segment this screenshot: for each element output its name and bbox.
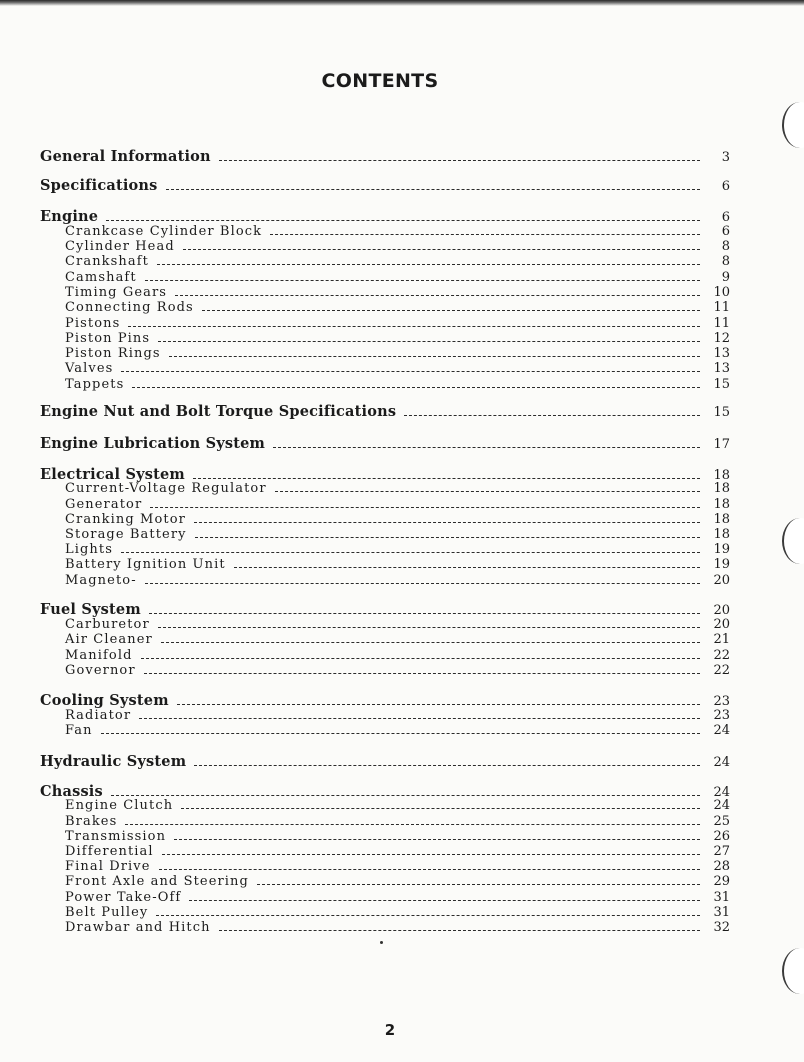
dot-leader — [194, 755, 700, 766]
dot-leader — [128, 316, 700, 327]
toc-entry-page: 23 — [713, 694, 730, 709]
toc-subsection-entry — [65, 798, 730, 813]
toc-entry-page: 10 — [713, 285, 730, 300]
toc-subsection-entry — [65, 573, 730, 588]
toc-entry-page: 9 — [721, 270, 730, 285]
toc-entry-label: Timing Gears — [65, 285, 168, 300]
toc-entry-page: 28 — [713, 859, 730, 874]
toc-subsection-entry — [65, 254, 730, 269]
toc-subsection-entry — [65, 331, 730, 346]
toc-entry-page: 18 — [713, 497, 730, 512]
toc-subsection-entry — [65, 481, 730, 496]
toc-entry-label: Chassis — [40, 783, 103, 800]
dot-leader — [174, 829, 700, 840]
toc-entry-page: 11 — [713, 316, 730, 331]
toc-subsection-entry — [65, 270, 730, 285]
dot-leader — [181, 798, 700, 809]
toc-entry-label: Connecting Rods — [65, 300, 194, 315]
dot-leader — [144, 663, 700, 674]
toc-entry-label: Differential — [65, 844, 154, 859]
toc-subsection-entry — [65, 920, 730, 935]
toc-entry-page: 6 — [721, 210, 730, 225]
toc-entry-label: Cylinder Head — [65, 239, 175, 254]
toc-subsection-entry — [65, 632, 730, 647]
toc-entry-page: 18 — [713, 481, 730, 496]
toc-entry-label: Front Axle and Steering — [65, 874, 249, 889]
toc-subsection-entry — [65, 617, 730, 632]
toc-entry-label: Cooling System — [40, 692, 169, 709]
dot-leader — [159, 859, 700, 870]
toc-entry-page: 17 — [713, 437, 730, 452]
toc-entry-label: Battery Ignition Unit — [65, 557, 226, 572]
toc-entry-label: Specifications — [40, 177, 158, 194]
dot-leader — [195, 527, 700, 538]
toc-entry-label: Hydraulic System — [40, 753, 187, 770]
toc-subsection-entry — [65, 346, 730, 361]
dot-leader — [193, 468, 700, 479]
scan-speck — [380, 941, 383, 944]
toc-entry-label: Electrical System — [40, 466, 185, 483]
dot-leader — [157, 254, 700, 265]
toc-entry-label: Governor — [65, 663, 136, 678]
toc-entry-label: Piston Pins — [65, 331, 151, 346]
toc-subsection-entry — [65, 527, 730, 542]
toc-entry-page: 22 — [713, 663, 730, 678]
toc-entry-page: 18 — [713, 527, 730, 542]
toc-entry-page: 19 — [713, 542, 730, 557]
dot-leader — [150, 497, 700, 508]
dot-leader — [106, 210, 700, 221]
dot-leader — [234, 557, 700, 568]
toc-subsection-entry — [65, 285, 730, 300]
dot-leader — [101, 723, 700, 734]
toc-entry-label: Camshaft — [65, 270, 137, 285]
dot-leader — [145, 573, 700, 584]
dot-leader — [189, 890, 700, 901]
dot-leader — [161, 632, 700, 643]
toc-entry-page: 24 — [713, 785, 730, 800]
toc-subsection-entry — [65, 557, 730, 572]
toc-entry-page: 8 — [721, 239, 730, 254]
toc-entry-label: Drawbar and Hitch — [65, 920, 211, 935]
toc-subsection-entry — [65, 859, 730, 874]
toc-subsection-entry — [65, 300, 730, 315]
toc-section-entry — [40, 601, 730, 618]
toc-subsection-entry — [65, 905, 730, 920]
toc-entry-page: 22 — [713, 648, 730, 663]
toc-entry-page: 31 — [713, 890, 730, 905]
dot-leader — [273, 437, 700, 448]
toc-subsection-entry — [65, 542, 730, 557]
toc-entry-page: 6 — [721, 224, 730, 239]
toc-entry-page: 13 — [713, 346, 730, 361]
toc-entry-label: Air Cleaner — [65, 632, 153, 647]
toc-entry-page: 12 — [713, 331, 730, 346]
dot-leader — [177, 694, 700, 705]
dot-leader — [166, 179, 700, 190]
toc-entry-page: 20 — [713, 617, 730, 632]
toc-entry-page: 21 — [713, 632, 730, 647]
toc-entry-label: Generator — [65, 497, 143, 512]
toc-entry-page: 15 — [713, 377, 730, 392]
toc-entry-page: 32 — [713, 920, 730, 935]
toc-entry-label: Pistons — [65, 316, 121, 331]
toc-entry-label: Crankshaft — [65, 254, 149, 269]
toc-subsection-entry — [65, 361, 730, 376]
toc-entry-label: Belt Pulley — [65, 905, 149, 920]
toc-entry-label: Carburetor — [65, 617, 150, 632]
toc-entry-page: 29 — [713, 874, 730, 889]
toc-entry-page: 27 — [713, 844, 730, 859]
dot-leader — [145, 270, 700, 281]
dot-leader — [202, 300, 700, 311]
toc-entry-label: Power Take-Off — [65, 890, 182, 905]
dot-leader — [141, 648, 700, 659]
dot-leader — [125, 814, 700, 825]
dot-leader — [169, 346, 700, 357]
toc-entry-page: 25 — [713, 814, 730, 829]
toc-entry-label: Engine Clutch — [65, 798, 174, 813]
toc-entry-page: 31 — [713, 905, 730, 920]
dot-leader — [158, 331, 700, 342]
toc-entry-label: Radiator — [65, 708, 132, 723]
toc-section-entry — [40, 692, 730, 709]
toc-subsection-entry — [65, 708, 730, 723]
dot-leader — [111, 785, 700, 796]
toc-entry-page: 18 — [713, 468, 730, 483]
toc-subsection-entry — [65, 663, 730, 678]
dot-leader — [257, 874, 700, 885]
toc-entry-label: Fuel System — [40, 601, 141, 618]
toc-entry-page: 24 — [713, 798, 730, 813]
dot-leader — [175, 285, 700, 296]
toc-entry-label: Current-Voltage Regulator — [65, 481, 267, 496]
dot-leader — [132, 377, 700, 388]
toc-entry-label: Crankcase Cylinder Block — [65, 224, 263, 239]
toc-subsection-entry — [65, 497, 730, 512]
toc-entry-page: 20 — [713, 603, 730, 618]
toc-subsection-entry — [65, 512, 730, 527]
dot-leader — [275, 481, 700, 492]
toc-entry-label: Manifold — [65, 648, 133, 663]
toc-entry-page: 24 — [713, 723, 730, 738]
toc-entry-label: Engine Nut and Bolt Torque Specifications — [40, 403, 397, 420]
toc-entry-label: Final Drive — [65, 859, 151, 874]
dot-leader — [219, 150, 700, 161]
toc-subsection-entry — [65, 648, 730, 663]
toc-entry-page: 24 — [713, 755, 730, 770]
dot-leader — [158, 617, 700, 628]
toc-entry-page: 6 — [721, 179, 730, 194]
dot-leader — [404, 405, 700, 416]
toc-entry-label: Piston Rings — [65, 346, 161, 361]
toc-entry-label: Cranking Motor — [65, 512, 186, 527]
toc-subsection-entry — [65, 814, 730, 829]
toc-entry-page: 3 — [721, 150, 730, 165]
toc-entry-page: 19 — [713, 557, 730, 572]
toc-section-entry — [40, 177, 730, 194]
toc-subsection-entry — [65, 239, 730, 254]
dot-leader — [149, 603, 700, 614]
toc-subsection-entry — [65, 723, 730, 738]
toc-subsection-entry — [65, 377, 730, 392]
dot-leader — [121, 542, 700, 553]
toc-section-entry — [40, 435, 730, 452]
dot-leader — [270, 224, 700, 235]
toc-subsection-entry — [65, 829, 730, 844]
dot-leader — [139, 708, 700, 719]
toc-entry-label: Brakes — [65, 814, 118, 829]
toc-subsection-entry — [65, 224, 730, 239]
toc-entry-label: Fan — [65, 723, 93, 738]
toc-entry-label: General Information — [40, 148, 211, 165]
toc-entry-page: 8 — [721, 254, 730, 269]
page-title: CONTENTS — [321, 70, 439, 92]
toc-subsection-entry — [65, 844, 730, 859]
toc-entry-page: 23 — [713, 708, 730, 723]
toc-entry-label: Engine Lubrication System — [40, 435, 266, 452]
toc-entry-page: 26 — [713, 829, 730, 844]
dot-leader — [219, 920, 700, 931]
page-number: 2 — [384, 1021, 396, 1039]
toc-entry-page: 13 — [713, 361, 730, 376]
dot-leader — [156, 905, 700, 916]
toc-entry-label: Transmission — [65, 829, 167, 844]
toc-entry-label: Engine — [40, 208, 99, 225]
toc-entry-page: 11 — [713, 300, 730, 315]
toc-entry-page: 18 — [713, 512, 730, 527]
toc-section-entry — [40, 753, 730, 770]
dot-leader — [121, 361, 700, 372]
dot-leader — [194, 512, 700, 523]
toc-entry-page: 20 — [713, 573, 730, 588]
toc-section-entry — [40, 403, 730, 420]
toc-subsection-entry — [65, 316, 730, 331]
toc-section-entry — [40, 148, 730, 165]
toc-subsection-entry — [65, 874, 730, 889]
toc-entry-label: Tappets — [65, 377, 125, 392]
toc-entry-label: Magneto- — [65, 573, 137, 588]
toc-entry-label: Lights — [65, 542, 113, 557]
dot-leader — [162, 844, 700, 855]
toc-section-entry — [40, 208, 730, 225]
toc-entry-label: Valves — [65, 361, 114, 376]
toc-entry-page: 15 — [713, 405, 730, 420]
dot-leader — [183, 239, 700, 250]
toc-subsection-entry — [65, 890, 730, 905]
toc-entry-label: Storage Battery — [65, 527, 187, 542]
